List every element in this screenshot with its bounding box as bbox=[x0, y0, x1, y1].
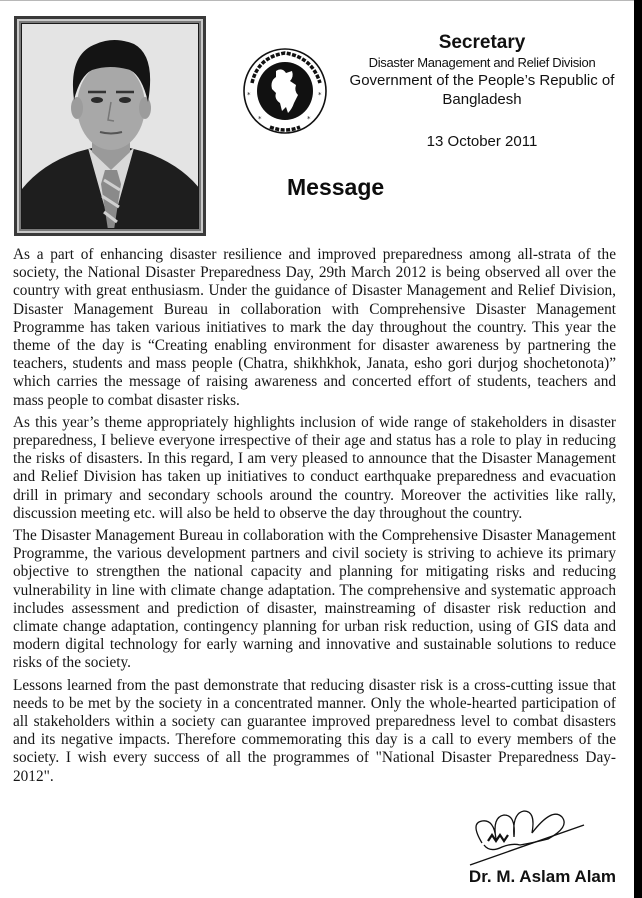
svg-text:*: * bbox=[247, 91, 251, 99]
letter-date: 13 October 2011 bbox=[426, 133, 538, 150]
message-paragraph-1: As a part of enhancing disaster resilience and improved preparedness among all-strata of the society, the National Disaster Preparedness Day, 29th March 2012 is being observed all over the country with great enthusiasm. Under the guidance of Disaster Management and Relief Division, Disaster Management Bureau in collaboration with Comprehensive Disaster Management Programme has taken various initiatives to mark the day throughout the country. This year the theme of the day is “Creating enabling environment for disaster awareness by partnering the teachers, students and mass people (Chatra, shikhkhok, Janata, esho gori durjog shochetonota)” which carries the message of raising awareness and concerted effort of students, teachers and mass people to combat disaster risks. bbox=[13, 246, 616, 409]
letterhead bbox=[330, 31, 634, 109]
svg-text:*: * bbox=[258, 115, 262, 123]
svg-text:*: * bbox=[318, 91, 322, 99]
message-paragraph-4: Lessons learned from the past demonstrate that reducing disaster risk is a cross-cutting issue that needs to be met by the society in a concentrated manner. Only the whole-hearted participation of all stakeholders within a society can guarantee improved preparedness level to combat disasters and its negative impacts. Therefore commemorating this day is a call to every members of the society. I wish every success of all the programmes of "National Disaster Preparedness Day-2012". bbox=[13, 676, 616, 785]
letterhead-title: Secretary bbox=[438, 32, 526, 53]
svg-text:*: * bbox=[307, 115, 311, 123]
letterhead-government-line2: Bangladesh bbox=[442, 91, 522, 108]
message-body bbox=[13, 246, 616, 790]
portrait-photo-icon bbox=[22, 24, 199, 229]
scan-edge-strip bbox=[634, 0, 642, 898]
letterhead-government-line1: Government of the People’s Republic of bbox=[349, 72, 615, 89]
portrait-photo bbox=[21, 23, 199, 229]
signatory-name: Dr. M. Aslam Alam bbox=[468, 867, 616, 886]
portrait-frame bbox=[14, 16, 206, 236]
bangladesh-government-seal-icon bbox=[242, 47, 328, 135]
message-paragraph-2: As this year’s theme appropriately highlights inclusion of wide range of stakeholders in disaster preparedness, I believe everyone irrespective of their age and status has a role to play in reducing the risks of disasters. In this regard, I am very pleased to announce that the Disaster Management and Relief Division has taken up initiatives to conduct earthquake preparedness and evacuation drill in primary and secondary schools around the country. Moreover the activities like rally, discussion meeting etc. will also be held to observe the day throughout the country. bbox=[13, 413, 616, 522]
message-paragraph-3: The Disaster Management Bureau in collaboration with the Comprehensive Disaster Management Programme, the various development partners and civil society is striving to achieve its primary objective to strengthen the national capacity and planning for mitigating risks and reducing vulnerability in line with climate change adaptation. The comprehensive and systematic approach includes assessment and prediction of disaster, mainstreaming of disaster risk reduction and climate change adaptation, contingency planning for urban risk reduction, using of GIS data and modern digital technology for early warning and innovative and sustainable solutions to reduce risks of the society. bbox=[13, 527, 616, 672]
handwritten-signature-icon bbox=[462, 803, 602, 871]
message-heading: Message bbox=[287, 174, 385, 200]
letterhead-division: Disaster Management and Relief Division bbox=[368, 55, 596, 70]
government-seal bbox=[242, 47, 328, 135]
signature bbox=[462, 803, 602, 871]
